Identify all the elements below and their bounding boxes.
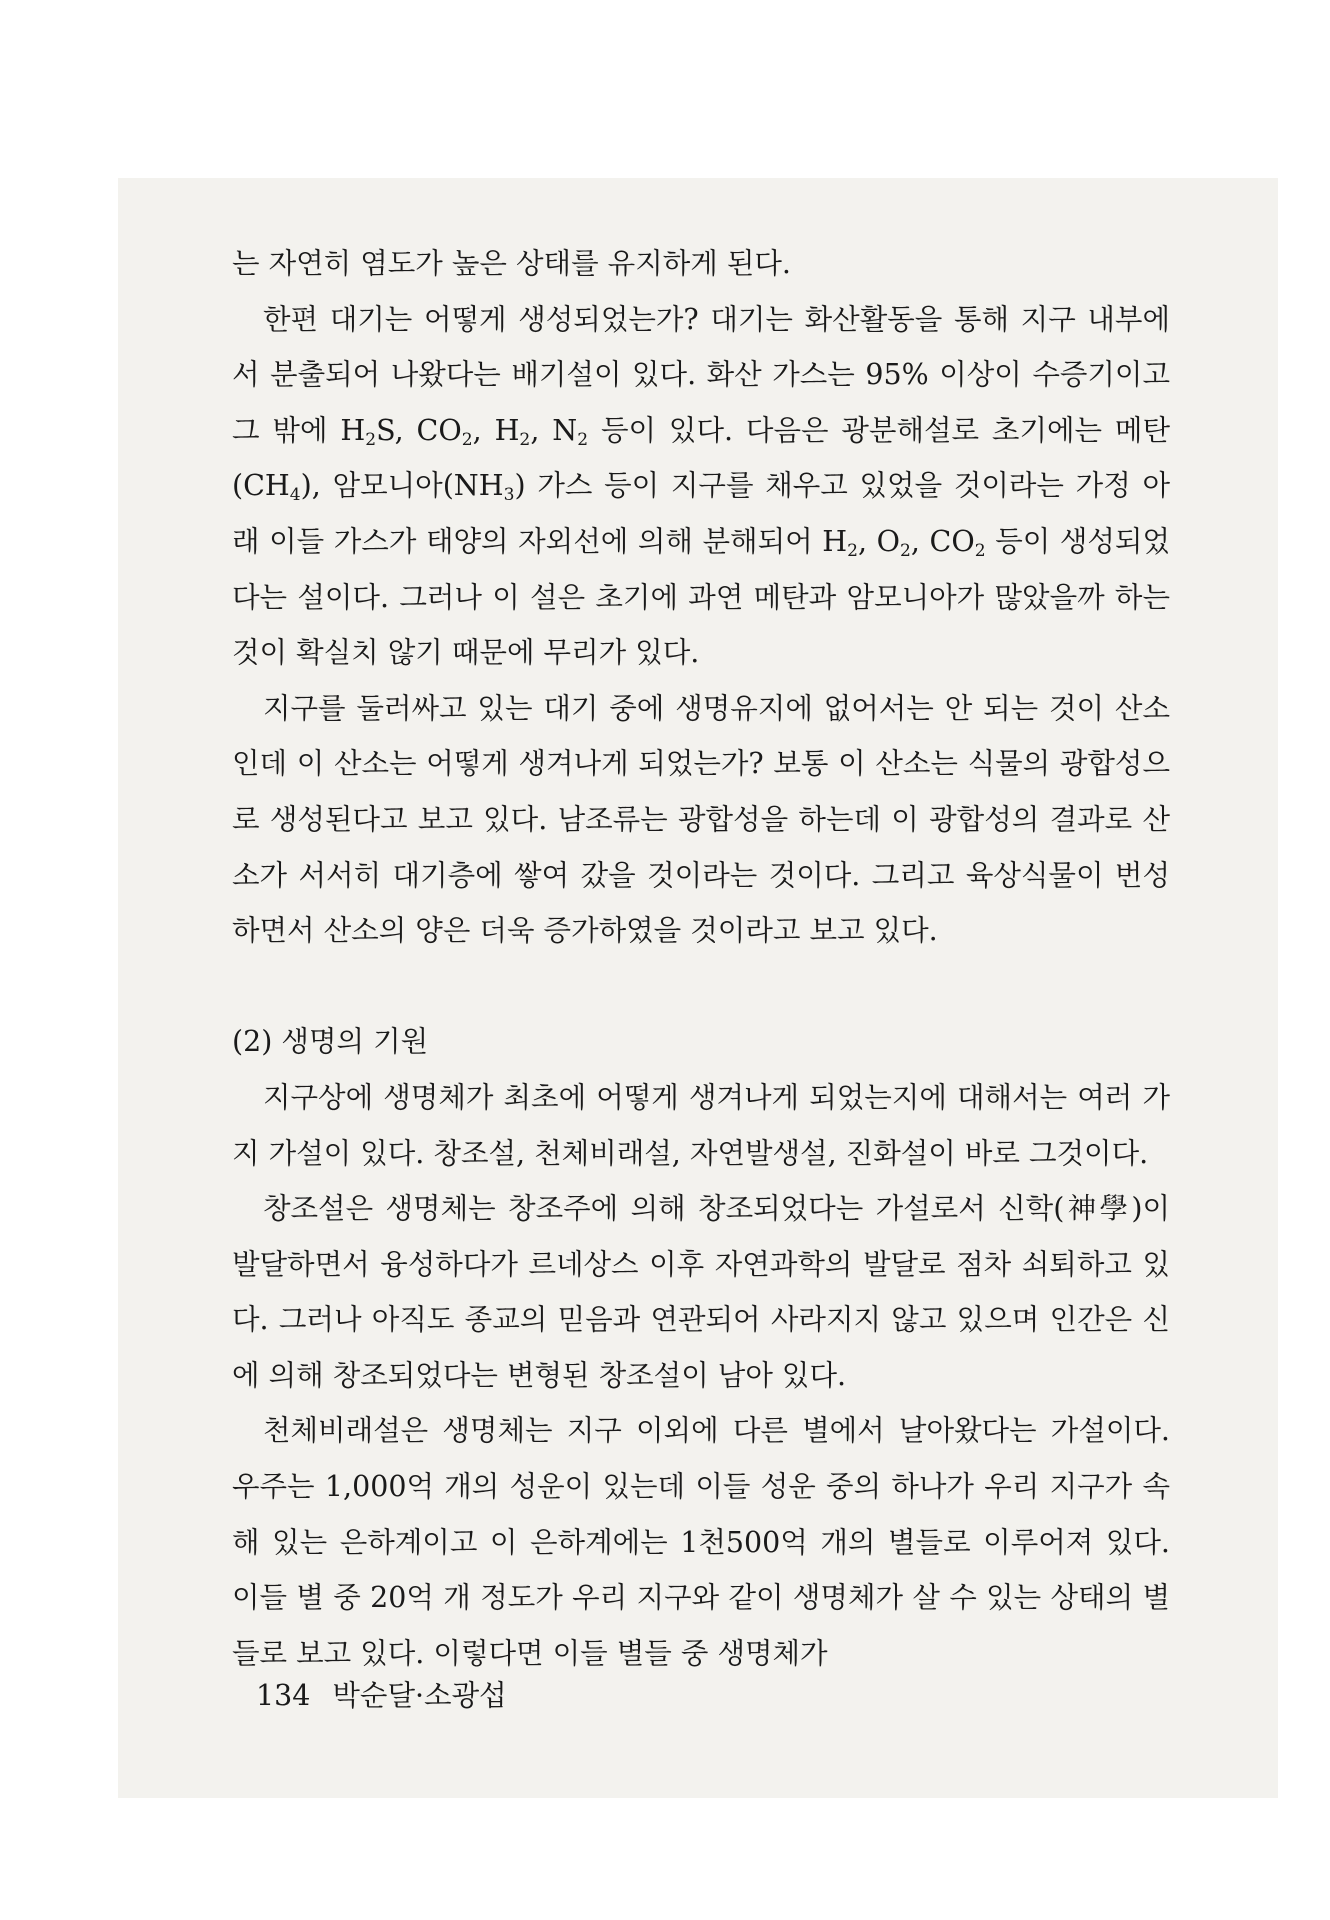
paragraph-oxygen-origin: 지구를 둘러싸고 있는 대기 중에 생명유지에 없어서는 안 되는 것이 산소인데 이 산소는 어떻게 생겨나게 되었는가? 보통 이 산소는 식물의 광합성으로 생성된다고 보고 있다. 남조류는 광합성을 하는데 이 광합성의 결과로 산소가 서서히 대기층에 쌓여 갔을 것이라는 것이다. 그리고 육상식물이 번성하면서 산소의 양은 더욱 증가하였을 것이라고 보고 있다.: [232, 691, 1170, 948]
section-heading: (2) 생명의 기원: [232, 1025, 429, 1059]
paragraph-life-hypotheses: 지구상에 생명체가 최초에 어떻게 생겨나게 되었는지에 대해서는 여러 가지 가설이 있다. 창조설, 천체비래설, 자연발생설, 진화설이 바로 그것이다.: [232, 1080, 1170, 1170]
footer-authors: 박순달·소광섭: [332, 1679, 507, 1712]
page-footer: [256, 1676, 507, 1716]
paragraph-panspermia: 천체비래설은 생명체는 지구 이외에 다른 별에서 날아왔다는 가설이다. 우주는 1,000억 개의 성운이 있는데 이들 성운 중의 하나가 우리 지구가 속해 있는 은하계이고 이 은하계에는 1천500억 개의 별들로 이루어져 있다. 이들 별 중 20억 개 정도가 우리 지구와 같이 생명체가 살 수 있는 상태의 별들로 보고 있다. 이렇다면 이들 별들 중 생명체가: [232, 1414, 1170, 1670]
body-text: [232, 236, 1170, 1681]
paragraph-continuation: 는 자연히 염도가 높은 상태를 유지하게 된다.: [232, 247, 791, 280]
paragraph-atmosphere-origin: 한편 대기는 어떻게 생성되었는가? 대기는 화산활동을 통해 지구 내부에서 분출되어 나왔다는 배기설이 있다. 화산 가스는 95% 이상이 수증기이고 그 밖에 $H_2S$, $CO_2$, $H_2$, $N_2$ 등이 있다. 다음은 광분해설로 초기에는 메탄$(CH_4)$, 암모니아$(NH_3)$ 가스 등이 지구를 채우고 있었을 것이라는 가정 아래 이들 가스가 태양의 자외선에 의해 분해되어 $H_2$, $O_2$, $CO_2$ 등이 생성되었다는 설이다. 그러나 이 설은 초기에 과연 메탄과 암모니아가 많았을까 하는 것이 확실치 않기 때문에 무리가 있다.: [232, 302, 1170, 670]
paragraph-creationism: 창조설은 생명체는 창조주에 의해 창조되었다는 가설로서 신학(神學)이 발달하면서 융성하다가 르네상스 이후 자연과학의 발달로 점차 쇠퇴하고 있다. 그러나 아직도 종교의 믿음과 연관되어 사라지지 않고 있으며 인간은 신에 의해 창조되었다는 변형된 창조설이 남아 있다.: [232, 1192, 1170, 1392]
page-number: 134: [256, 1679, 311, 1712]
